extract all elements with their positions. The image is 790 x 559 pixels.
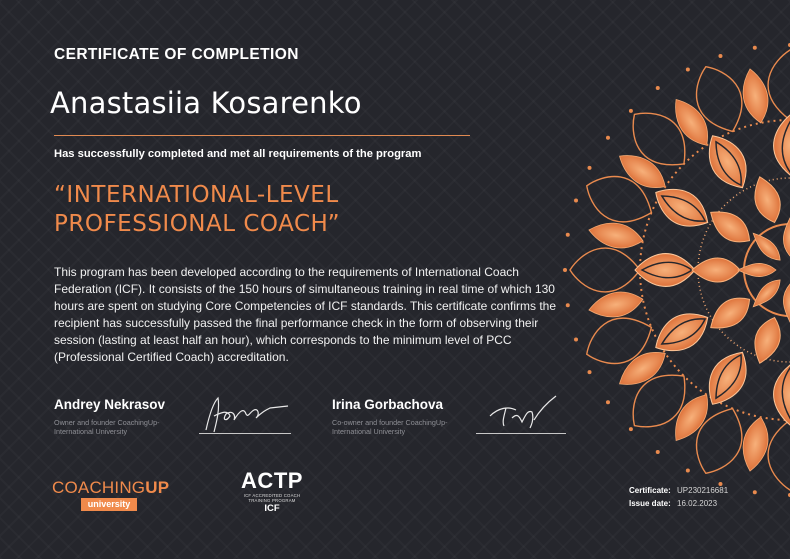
signer-2-signature: [482, 392, 567, 434]
coachingup-logo-regular: COACHING: [52, 478, 146, 497]
university-badge: university: [81, 498, 137, 511]
mandala-petal: [738, 415, 772, 474]
recipient-name: Anastasiia Kosarenko: [50, 86, 362, 120]
name-underline: [54, 135, 470, 136]
signer-1-signature-line: [199, 433, 291, 434]
mandala-ornament: [560, 40, 790, 500]
mandala-petal: [587, 218, 646, 252]
mandala-dot: [656, 450, 660, 454]
actp-subtitle-line-2: TRAINING PROGRAM: [248, 498, 296, 503]
mandala-dot: [686, 68, 690, 72]
certificate-number-value: UP230216681: [677, 486, 729, 495]
program-description: This program has been developed according to the requirements of International Coach Federation (ICF). It consists of the 150 hours of simultaneous training in real time of which 130 hours are spent on studying Core Competencies of ICF standards. This certificate confirms the recipient has successfully passed the final performance check in the form of observing their session (lasting at least half an hour), which corresponds to the minimum level of PCC (Professional Certified Coach) accreditation.: [54, 265, 557, 364]
mandala-petal: [748, 314, 786, 367]
issue-date-value: 16.02.2023: [677, 499, 718, 508]
actp-title: ACTP: [241, 468, 303, 493]
mandala-dot: [656, 86, 660, 90]
signer-2-role: [332, 419, 492, 436]
signer-1-role-line-2: International University: [54, 426, 128, 436]
mandala-petal: [749, 275, 785, 311]
mandala-dot: [588, 370, 592, 374]
mandala-dot: [718, 54, 722, 58]
mandala-petal: [570, 248, 640, 292]
signer-2-signature-line: [476, 433, 566, 434]
mandala-dot: [606, 400, 610, 404]
mandala-dot: [686, 468, 690, 472]
mandala-petal: [704, 290, 757, 338]
mandala-dot: [629, 427, 633, 431]
actp-logo: [234, 469, 310, 514]
completion-statement: Has successfully completed and met all requirements of the program: [54, 148, 422, 160]
mandala-petal: [635, 254, 695, 287]
coachingup-logo-bold: UP: [145, 478, 170, 497]
mandala-dot: [588, 166, 592, 170]
mandala-petal: [587, 287, 646, 321]
mandala-petal: [738, 67, 772, 126]
program-title: [54, 181, 484, 239]
signer-1-name: Andrey Nekrasov: [54, 397, 166, 412]
signer-2-name: Irina Gorbachova: [332, 397, 444, 412]
signer-2-role-line-2: International University: [332, 426, 406, 436]
signer-1-signature: [200, 392, 295, 437]
mandala-dot: [566, 303, 570, 307]
actp-subtitle-line-1: ICF ACCREDITED COACH: [243, 493, 301, 498]
mandala-dot: [606, 136, 610, 140]
mandala-dot: [753, 490, 757, 494]
certificate-kicker: CERTIFICATE OF COMPLETION: [54, 46, 299, 63]
mandala-petal: [692, 258, 740, 282]
program-title-line-2: PROFESSIONAL COACH”: [54, 211, 341, 237]
icf-mark: ICF: [264, 503, 280, 514]
mandala-dot: [574, 338, 578, 342]
mandala-petal: [749, 229, 785, 265]
mandala-dot: [753, 46, 757, 50]
mandala-petal: [748, 173, 786, 226]
signer-1-role-line-1: Owner and founder CoachingUp-: [54, 418, 160, 427]
coachingup-logo: [52, 478, 169, 498]
issue-date-label: Issue date:: [629, 499, 671, 508]
mandala-petal: [768, 50, 790, 120]
program-title-line-1: “INTERNATIONAL-LEVEL: [54, 182, 339, 208]
signer-1-role: [54, 419, 204, 436]
mandala-dot: [574, 198, 578, 202]
mandala-dot: [629, 109, 633, 113]
signer-2-role-line-1: Co-owner and founder CoachingUp-: [332, 418, 448, 427]
mandala-petal: [704, 203, 757, 251]
mandala-dot: [566, 233, 570, 237]
certificate-number-label: Certificate:: [629, 486, 671, 495]
mandala-petal: [768, 420, 790, 490]
